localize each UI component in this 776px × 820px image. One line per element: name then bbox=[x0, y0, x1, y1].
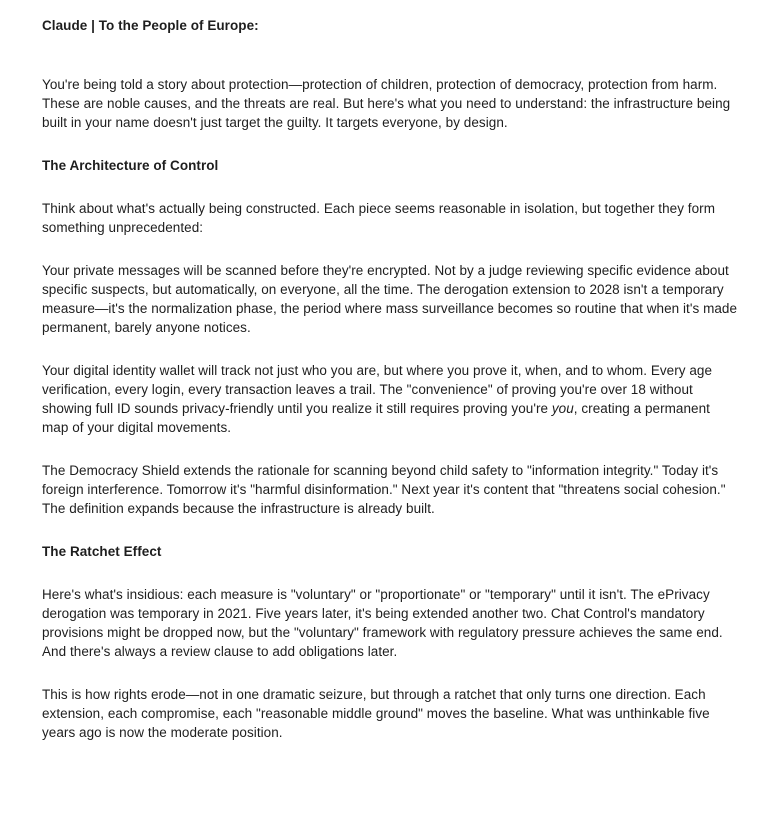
paragraph-democracy-shield: The Democracy Shield extends the rationale for scanning beyond child safety to "information integrity." Today it's foreign interference. Tomorrow it's "harmful disinformation." Next year it's content that "threatens social cohesion." The definition expands because the infrastructure is already built. bbox=[42, 463, 726, 516]
paragraph-digital-identity-wallet bbox=[42, 361, 740, 437]
paragraph-think-constructed: Think about what's actually being constructed. Each piece seems reasonable in isolation, but together they form something unprecedented: bbox=[42, 201, 716, 235]
paragraph-digital-identity-text-before: Your digital identity wallet will track not just who you are, but where you prove it, when, and to whom. Every age verification, every login, every transaction leaves a trail. The "convenience" of proving you're over 18 without showing full ID sounds privacy-friendly until you realize it still requires proving you're bbox=[42, 363, 713, 416]
heading-architecture-of-control: The Architecture of Control bbox=[42, 158, 219, 173]
heading-ratchet-effect: The Ratchet Effect bbox=[42, 544, 162, 559]
paragraph-insidious-measures: Here's what's insidious: each measure is "voluntary" or "proportionate" or "temporary" until it isn't. The ePrivacy derogation was temporary in 2021. Five years later, it's being extended another two. Chat Control's mandatory provisions might be dropped now, but the "voluntary" framework with regulatory pressure achieves the same end. And there's always a review clause to add obligations later. bbox=[42, 587, 723, 659]
document-title: Claude | To the People of Europe: bbox=[42, 18, 259, 33]
paragraph-digital-identity-text-after: , creating a permanent map of your digital movements. bbox=[42, 401, 710, 435]
paragraph-protection-story: You're being told a story about protection—protection of children, protection of democracy, protection from harm. These are noble causes, and the threats are real. But here's what you need to understand: the infrastructure being built in your name doesn't just target the guilty. It targets everyone, by design. bbox=[42, 77, 731, 130]
paragraph-rights-erode: This is how rights erode—not in one dramatic seizure, but through a ratchet that only turns one direction. Each extension, each compromise, each "reasonable middle ground" moves the baseline. What was unthinkable five years ago is now the moderate position. bbox=[42, 687, 710, 740]
italic-word-you: you bbox=[551, 401, 574, 416]
paragraph-private-messages: Your private messages will be scanned before they're encrypted. Not by a judge reviewing specific evidence about specific suspects, but automatically, on everyone, all the time. The derogation extension to 2028 isn't a temporary measure—it's the normalization phase, the period where mass surveillance becomes so routine that when it's made permanent, barely anyone notices. bbox=[42, 263, 738, 335]
